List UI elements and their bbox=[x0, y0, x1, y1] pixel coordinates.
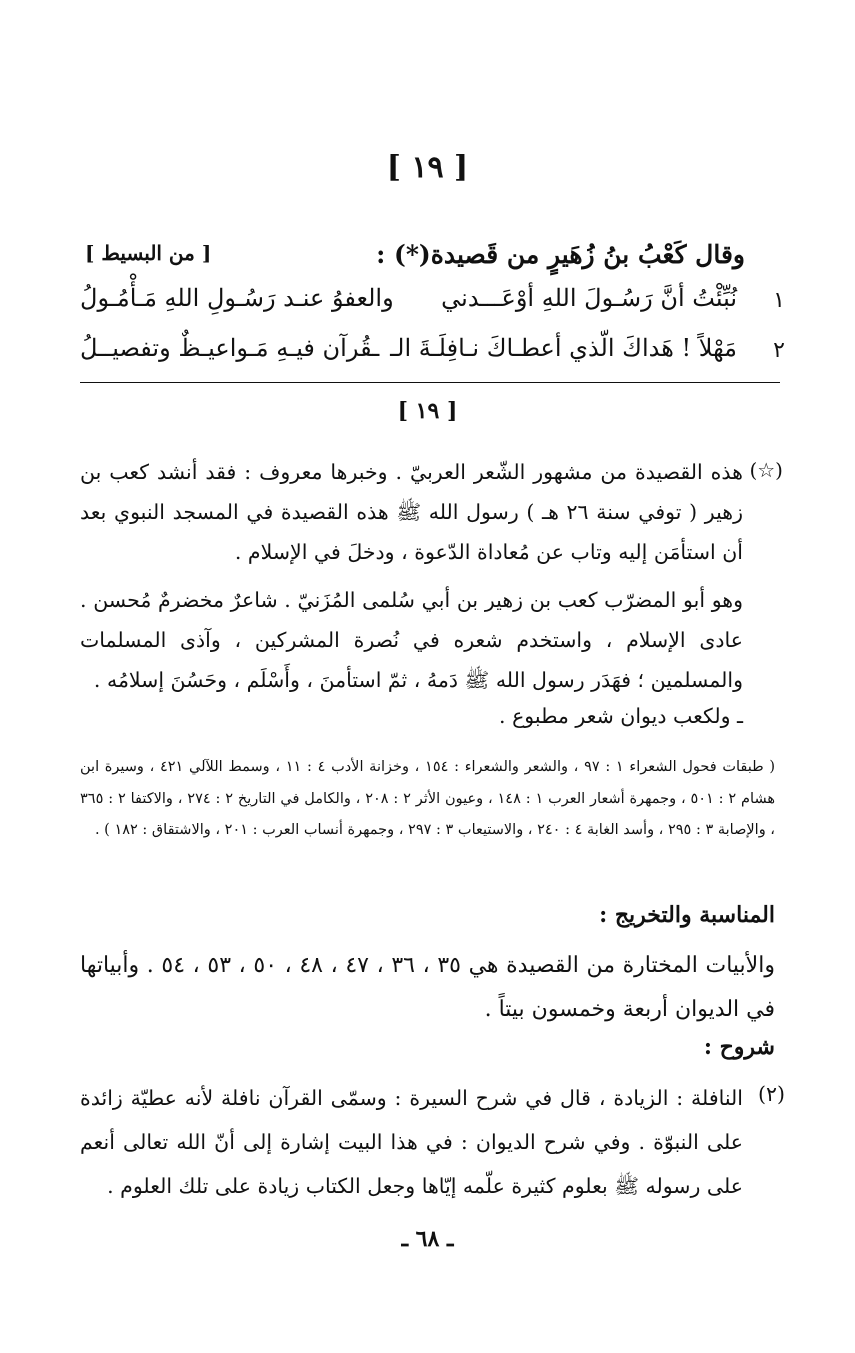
verse-second-hemistich: ـقُرآن فيـهِ مَـواعيـظٌ وتفصيــلُ bbox=[80, 334, 380, 362]
commentary-verse-number: (٢) bbox=[757, 1082, 785, 1106]
poet-biography-paragraph: وهو أبو المضرّب كعب بن زهير بن أبي سُلمى المُزَنيّ . شاعرٌ مخضرمٌ مُحسن . عادى الإسلام ، واستخدم شعره في نُصرة المشركين ، وآذى المسلمات والمسلمين ؛ فهَدَر رسول الله ﷺ دَمهُ ، ثمّ استأمنَ ، وأَسْلَم ، وحَسُنَ إسلامُه . bbox=[80, 588, 743, 692]
verse-number: ١ bbox=[773, 288, 785, 313]
poem-number: [ ١٩ ] bbox=[386, 150, 469, 185]
footnote-divider bbox=[80, 382, 780, 383]
notes-poem-number: [ ١٩ ] bbox=[397, 398, 458, 424]
poem-intro: وقال كَعْبُ بنُ زُهَيرٍ من قَصيدة(*) : bbox=[376, 240, 745, 269]
verse-second-hemistich: والعفوُ عنـد رَسُـولِ اللهِ مَـأْمُـولُ bbox=[80, 284, 394, 312]
sources-list: ( طبقات فحول الشعراء ١ : ٩٧ ، والشعر والشعراء : ١٥٤ ، وخزانة الأدب ٤ : ١١ ، وسمط اللآلي ٤٢١ ، وسيرة ابن هشام ٢ : ٥٠١ ، وجمهرة أشعار العرب ١ : ١٤٨ ، وعيون الأثر ٢ : ٢٠٨ ، والكامل في التاريخ ٢ : ٢٧٤ ، والاكتفا ٢ : ٣٦٥ ، والإصابة ٣ : ٢٩٥ ، وأسد الغابة ٤ : ٢٤٠ ، والاستيعاب ٣ : ٢٩٧ ، وجمهرة أنساب العرب : ٢٠١ ، والاشتقاق : ١٨٢ ) . bbox=[80, 759, 776, 838]
commentary-heading: شروح : bbox=[703, 1034, 775, 1060]
diwan-note: ـ ولكعب ديوان شعر مطبوع . bbox=[499, 704, 743, 728]
occasion-text: والأبيات المختارة من القصيدة هي ٣٥ ، ٣٦ ، ٤٧ ، ٤٨ ، ٥٠ ، ٥٣ ، ٥٤ . وأبياتها في الديوان أربعة وخمسون بيتاً . bbox=[80, 953, 775, 1022]
page-number: ـ ٦٨ ـ bbox=[401, 1226, 454, 1252]
footnote-intro-paragraph: هذه القصيدة من مشهور الشّعر العربيّ . وخبرها معروف : فقد أنشد كعب بن زهير ( توفي سنة ٢٦ هـ ) رسول الله ﷺ هذه القصيدة في المسجد النبوي بعد أن استأمَن إليه وتاب عن مُعاداة الدّعوة ، ودخلَ في الإسلام . bbox=[80, 460, 743, 564]
occasion-heading: المناسبة والتخريج : bbox=[599, 902, 775, 928]
footnote-star-marker: (☆) bbox=[749, 458, 783, 482]
commentary-text: النافلة : الزيادة ، قال في شرح السيرة : وسمّى القرآن نافلة لأنه عطيّة زائدة على النبوّة . وفي شرح الديوان : في هذا البيت إشارة إلى أنّ الله تعالى أنعم على رسوله ﷺ بعلوم كثيرة علّمه إيّاها وجعل الكتاب زيادة على تلك العلوم . bbox=[80, 1086, 743, 1198]
verse-number: ٢ bbox=[773, 338, 785, 363]
verse-first-hemistich: مَهْلاً ! هَداكَ الّذي أعطـاكَ نـافِلَـةَ الـ bbox=[390, 334, 737, 362]
meter-label: [ من البسيط ] bbox=[85, 241, 212, 265]
verse-first-hemistich: نُبِّئْتُ أنَّ رَسُـولَ اللهِ أوْعَـــدني bbox=[441, 284, 737, 312]
